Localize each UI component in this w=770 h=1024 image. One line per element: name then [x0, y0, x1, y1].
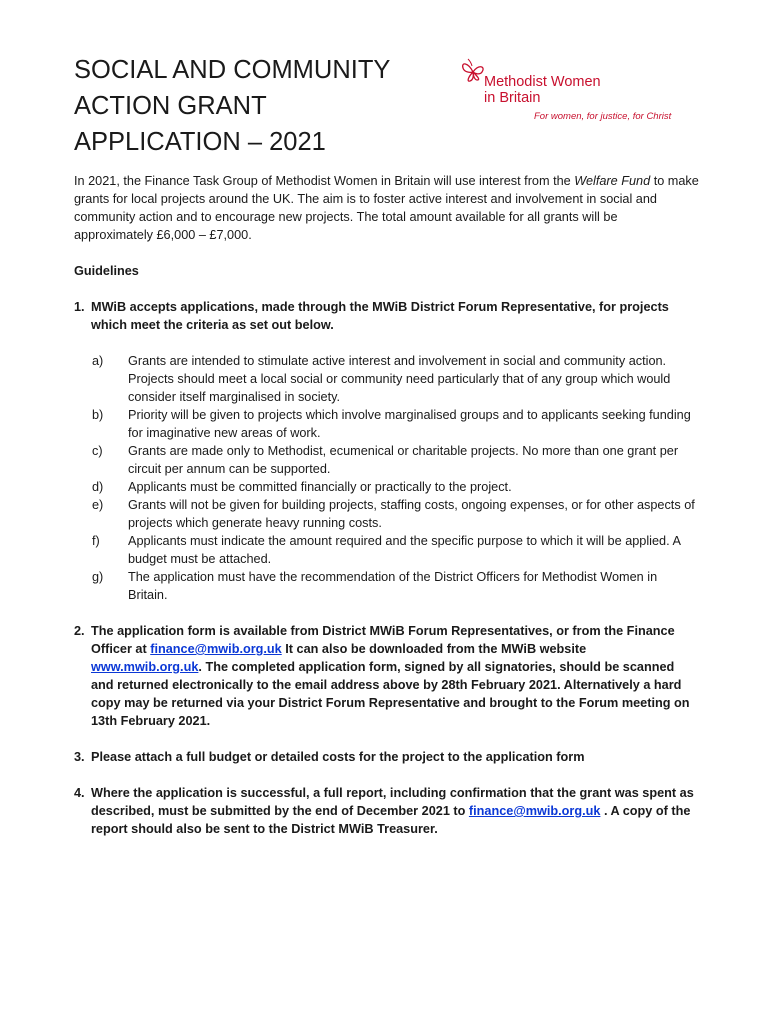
item-text-pre: Where the application is successful, a full report, including confirmation that the grant was spent as described, must be submitted by the end of December 2021 to	[91, 786, 694, 818]
numbered-item-4	[74, 784, 700, 838]
item-text	[91, 622, 700, 730]
criteria-item-g	[74, 568, 700, 604]
criteria-label: e)	[92, 498, 104, 512]
criteria-label: a)	[92, 354, 104, 368]
item-text-post: . The completed application form, signed by all signatories, should be scanned and returned electronically to the email address above by 28th February 2021. Alternatively a hard copy may be returned via your District Forum Representative and brought to the Forum meeting on 13th February 2021.	[91, 660, 690, 728]
criteria-text: Applicants must indicate the amount required and the specific purpose to which it will be applied. A budget must be attached.	[128, 534, 681, 566]
item-number: 1.	[74, 300, 85, 314]
criteria-label: c)	[92, 444, 103, 458]
item-text-pre: The application form is available from District MWiB Forum Representatives, or from the Finance Officer at	[91, 624, 675, 656]
title-line-1: SOCIAL AND COMMUNITY	[74, 56, 391, 84]
mwib-logo	[460, 58, 700, 128]
criteria-list	[74, 352, 700, 604]
item-text	[91, 784, 700, 838]
item-text: Please attach a full budget or detailed costs for the project to the application form	[91, 750, 585, 764]
criteria-text: Grants will not be given for building projects, staffing costs, ongoing expenses, or for other aspects of projects which generate heavy running costs.	[128, 498, 695, 530]
criteria-item-f	[74, 532, 700, 568]
finance-email-link[interactable]: finance@mwib.org.uk	[468, 804, 601, 818]
logo-wordmark	[484, 74, 601, 106]
criteria-text: Grants are made only to Methodist, ecumenical or charitable projects. No more than one grant per circuit per annum can be supported.	[128, 444, 679, 476]
criteria-label: d)	[92, 480, 104, 494]
title-line-3: APPLICATION – 2021	[74, 128, 326, 156]
item-number: 3.	[74, 750, 85, 764]
item-number: 4.	[74, 786, 85, 800]
website-link[interactable]: www.mwib.org.uk	[91, 660, 199, 674]
criteria-text: Grants are intended to stimulate active interest and involvement in social and community action. Projects should meet a local social or community need particularly that of any group which would consider itself marginalised in society.	[128, 354, 671, 404]
item-text-mid: It can also be downloaded from the MWiB website	[281, 642, 587, 656]
criteria-label: g)	[92, 570, 104, 584]
welfare-fund-text: Welfare Fund	[574, 174, 651, 188]
criteria-item-c	[74, 442, 700, 478]
criteria-label: b)	[92, 408, 104, 422]
item-text: MWiB accepts applications, made through the MWiB District Forum Representative, for projects which meet the criteria as set out below.	[91, 300, 669, 332]
finance-email-link[interactable]: finance@mwib.org.uk	[150, 642, 282, 656]
criteria-item-d	[74, 478, 700, 496]
page-title	[74, 52, 390, 160]
numbered-item-3	[74, 748, 700, 766]
numbered-item-1	[74, 298, 700, 334]
numbered-item-2	[74, 622, 700, 730]
criteria-text: Applicants must be committed financially or practically to the project.	[128, 480, 512, 494]
guidelines-heading: Guidelines	[74, 264, 139, 278]
item-number: 2.	[74, 624, 85, 638]
document-body	[74, 172, 700, 838]
criteria-item-a	[74, 352, 700, 406]
criteria-item-b	[74, 406, 700, 442]
logo-name-line-1: Methodist Women	[484, 74, 601, 90]
item-text-post: . A copy of the report should also be sent to the District MWiB Treasurer.	[91, 804, 691, 836]
criteria-label: f)	[92, 534, 100, 548]
criteria-text: Priority will be given to projects which involve marginalised groups and to applicants seeking funding for imaginative new areas of work.	[128, 408, 691, 440]
intro-text-1: In 2021, the Finance Task Group of Methodist Women in Britain will use interest from the	[74, 174, 575, 188]
logo-name-line-2: in Britain	[484, 90, 541, 106]
title-line-2: ACTION GRANT	[74, 92, 267, 120]
intro-text-2: to make grants for local projects around the UK. The aim is to foster active interest and involvement in social and community action and to encourage new projects. The total amount available for all grants will be approximately £6,000 – £7,000.	[74, 174, 699, 242]
logo-tagline: For women, for justice, for Christ	[534, 111, 672, 122]
intro-paragraph	[74, 172, 700, 244]
criteria-text: The application must have the recommendation of the District Officers for Methodist Women in Britain.	[128, 570, 658, 602]
criteria-item-e	[74, 496, 700, 532]
